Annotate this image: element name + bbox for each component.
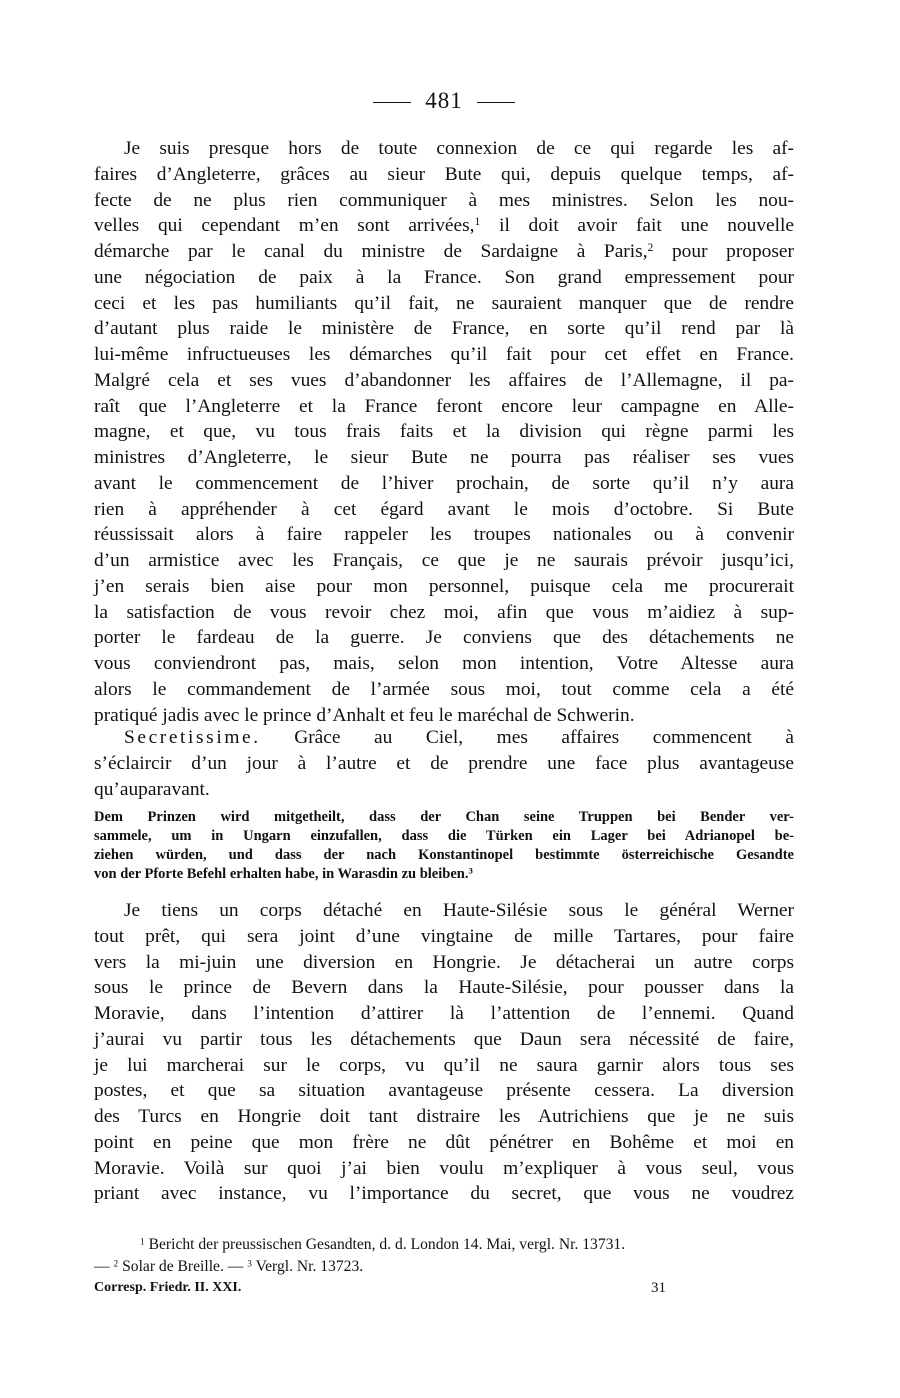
text-line: rien à appréhender à cet égard avant le mois d’octobre. Si Bute (94, 498, 794, 520)
header-rule-left (373, 102, 411, 103)
text-segment: von der Pforte Befehl erhalten habe, in Warasdin zu bleiben. (94, 866, 469, 883)
text-line: pratiqué jadis avec le prince d’Anhalt et feu le maréchal de Schwerin. (94, 704, 635, 726)
footnote-text: Vergl. Nr. 13723. (255, 1258, 364, 1275)
text-line: Dem Prinzen wird mitgetheilt, dass der Chan seine Truppen bei Bender ver- (94, 809, 794, 825)
footnote-marker: 1 (140, 1237, 145, 1248)
text-line: sammele, um in Ungarn einzufallen, dass die Türken ein Lager bei Adrianopel be- (94, 828, 794, 845)
text-line: sous le prince de Bevern dans la Haute-Silésie, pour pousser dans la (94, 977, 794, 999)
german-summary-note (94, 808, 794, 884)
source-citation: Corresp. Friedr. II. XXI. (94, 1280, 242, 1295)
page-header (94, 88, 794, 114)
footnote-marker: 3 (247, 1259, 252, 1270)
text-line: postes, et que sa situation avantageuse présente cessera. La diversion (94, 1080, 794, 1102)
text-line: ziehen würden, und dass der nach Konstantinopel bestimmte österreichische Gesandte (94, 847, 794, 864)
text-line: Malgré cela et ses vues d’abandonner les affaires de l’Allemagne, il pa- (94, 369, 794, 391)
text-line (94, 865, 794, 884)
text-segment: Grâce au Ciel, mes affaires commencent à (294, 727, 794, 748)
text-line: Moravie, dans l’intention d’attirer là l’attention de l’ennemi. Quand (94, 1003, 794, 1024)
footnote-dash: — (94, 1258, 110, 1275)
text-line: des Turcs en Hongrie doit tant distraire les Autrichiens que je ne suis (94, 1106, 794, 1127)
text-segment: pour proposer (671, 241, 794, 262)
text-line: Je suis presque hors de toute connexion de ce qui regarde les af- (124, 138, 794, 159)
text-line: d’autant plus raide le ministère de France, en sorte qu’il rend par là (94, 318, 794, 340)
footnote-text: Bericht der preussischen Gesandten, d. d. London 14. Mai, vergl. Nr. 13731. (148, 1236, 626, 1253)
page-number: 481 (425, 88, 463, 113)
text-line: fecte de ne plus rien communiquer à mes ministres. Selon les nou- (94, 189, 794, 211)
text-line: une négociation de paix à la France. Son grand empressement pour (94, 266, 794, 288)
text-line (94, 213, 794, 239)
text-line (94, 239, 794, 265)
text-line: d’un armistice avec les Français, ce que je ne saurais prévoir jusqu’ici, (94, 550, 794, 571)
text-line (94, 725, 794, 751)
text-line: je lui marcherai sur le corps, vu qu’il ne saura garnir alors tous ses (94, 1054, 794, 1076)
text-line: ceci et les pas humiliants qu’il fait, ne sauraient manquer que de rendre (94, 292, 794, 314)
text-line: raît que l’Angleterre et la France feront encore leur campagne en Alle- (94, 395, 794, 417)
text-line: vers la mi-juin une diversion en Hongrie. Je détacherai un autre corps (94, 951, 794, 973)
text-line: Je tiens un corps détaché en Haute-Silésie sous le général Werner (124, 900, 794, 921)
footnote-1 (94, 1233, 794, 1256)
paragraph-secretissime (94, 725, 794, 802)
footnote-ref: 2 (647, 241, 654, 255)
text-line: avant le commencement de l’hiver prochain, de sorte qu’il n’y aura (94, 472, 794, 494)
footnote-text: Solar de Breille. — (122, 1258, 244, 1275)
footnote-ref: 3 (468, 865, 473, 876)
footnote-ref: 1 (474, 215, 481, 229)
text-line: j’en serais bien aise pour mon personnel, puisque cela me procurerait (94, 575, 794, 597)
header-rule-right (477, 102, 515, 103)
text-segment: velles qui cependant m’en sont arrivées, (94, 215, 475, 237)
text-line: s’éclaircir d’un jour à l’autre et de prendre une face plus avantageuse (94, 752, 794, 774)
footnote-marker: 2 (113, 1259, 119, 1270)
text-line: qu’auparavant. (94, 778, 210, 800)
text-line: alors le commandement de l’armée sous moi, tout comme cela a été (94, 678, 794, 700)
text-line: point en peine que mon frère ne dût pénétrer en Bohême et moi en (94, 1131, 794, 1153)
footnote-2-3 (94, 1255, 794, 1278)
paragraph-1 (94, 136, 794, 728)
text-line: priant avec instance, vu l’importance du secret, que vous ne voudrez (94, 1183, 794, 1205)
document-page (94, 0, 794, 1398)
secretissime-label: Secretissime. (124, 727, 261, 748)
text-line: la satisfaction de vous revoir chez moi, afin que vous m’aidiez à sup- (94, 601, 794, 623)
text-segment: démarche par le canal du ministre de Sardaigne à Paris, (94, 241, 648, 262)
text-line: tout prêt, qui sera joint d’une vingtaine de mille Tartares, pour faire (94, 925, 794, 947)
text-line: porter le fardeau de la guerre. Je conviens que des détachements ne (94, 627, 794, 649)
paragraph-4 (94, 898, 794, 1207)
text-line: lui-même infructueuses les démarches qu’il fait pour cet effet en France. (94, 344, 794, 365)
text-line: réussissait alors à faire rappeler les troupes nationales ou à convenir (94, 524, 794, 546)
signature-mark: 31 (651, 1280, 666, 1296)
text-line: faires d’Angleterre, grâces au sieur Bute qui, depuis quelque temps, af- (94, 163, 794, 185)
text-line: magne, et que, vu tous frais faits et la division qui règne parmi les (94, 421, 794, 443)
text-line: vous conviendront pas, mais, selon mon intention, Votre Altesse aura (94, 653, 794, 674)
text-line: ministres d’Angleterre, le sieur Bute ne pourra pas réaliser ses vues (94, 447, 794, 468)
page-footer (94, 1280, 794, 1296)
text-segment: il doit avoir fait une nouvelle (499, 215, 794, 237)
text-line: j’aurai vu partir tous les détachements que Daun sera nécessité de faire, (94, 1028, 794, 1050)
text-line: Moravie. Voilà sur quoi j’ai bien voulu m’expliquer à vous seul, vous (94, 1157, 794, 1179)
